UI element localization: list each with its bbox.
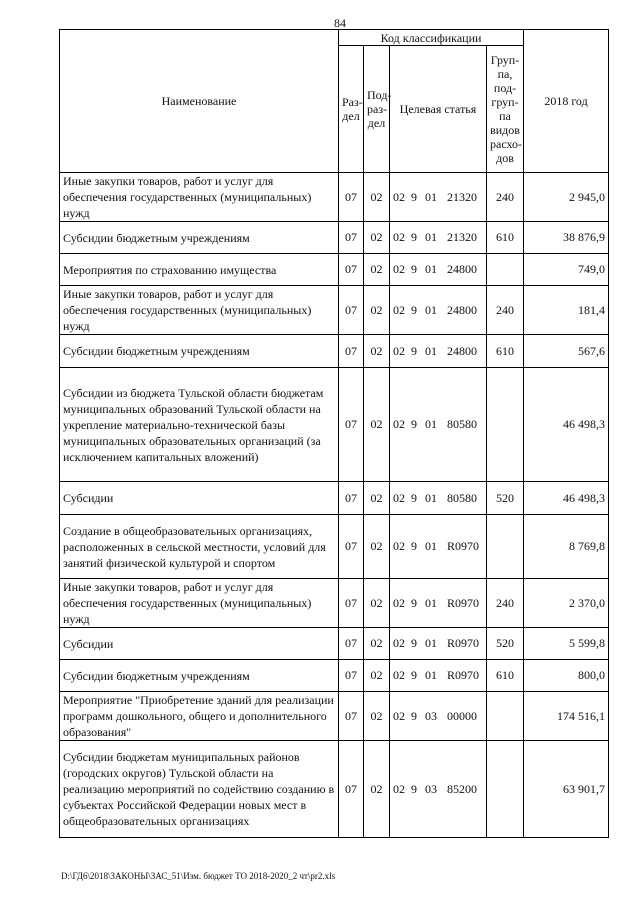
target-article-part: 9	[411, 781, 417, 796]
target-article-part: 03	[425, 708, 437, 723]
row-expense-group: 610	[487, 335, 524, 368]
row-section: 07	[339, 628, 364, 660]
target-article-part: 00000	[447, 708, 477, 723]
table-row	[60, 254, 609, 286]
target-article-part: 01	[425, 302, 437, 317]
target-article-part: 9	[411, 636, 417, 650]
row-target-article	[390, 173, 487, 222]
target-article-part: 02	[393, 417, 405, 431]
row-name: Субсидии	[60, 482, 339, 515]
row-subsection: 02	[364, 482, 390, 515]
target-article-part: 9	[411, 708, 417, 723]
row-target-article	[390, 222, 487, 254]
table-body	[60, 173, 609, 838]
target-article-part: 9	[411, 595, 417, 610]
target-article-part: R0970	[447, 636, 480, 650]
target-article-part: R0970	[447, 539, 480, 553]
row-subsection: 02	[364, 222, 390, 254]
row-amount: 38 876,9	[524, 222, 609, 254]
table-row	[60, 692, 609, 741]
target-article-part: 9	[411, 189, 417, 204]
target-article-part: R0970	[447, 595, 480, 610]
row-expense-group: 610	[487, 222, 524, 254]
row-amount: 567,6	[524, 335, 609, 368]
target-article-part: 9	[411, 417, 417, 431]
target-article-part: 24800	[447, 302, 477, 317]
table-row	[60, 660, 609, 692]
row-name: Субсидии из бюджета Тульской области бюджетам муниципальных образований Тульской области на укрепление материально-технической базы муниципальных образовательных организаций (за исключением капитальных вложений)	[60, 368, 339, 482]
row-subsection: 02	[364, 692, 390, 741]
row-expense-group	[487, 692, 524, 741]
target-article-part: 01	[425, 595, 437, 610]
header-subsection: Под-раз-дел	[364, 46, 390, 173]
row-subsection: 02	[364, 368, 390, 482]
row-section: 07	[339, 482, 364, 515]
budget-table	[59, 29, 609, 838]
table-row	[60, 628, 609, 660]
target-article-part: 80580	[447, 490, 477, 505]
target-article-part: 02	[393, 343, 405, 358]
target-article-part: 03	[425, 781, 437, 796]
target-article-part: 02	[393, 595, 405, 610]
row-subsection: 02	[364, 254, 390, 286]
row-section: 07	[339, 692, 364, 741]
row-target-article	[390, 368, 487, 482]
target-article-part: 01	[425, 189, 437, 204]
row-expense-group: 520	[487, 482, 524, 515]
row-name: Иные закупки товаров, работ и услуг для обеспечения государственных (муниципальных) нужд	[60, 286, 339, 335]
target-article-part: 01	[425, 343, 437, 358]
row-section: 07	[339, 222, 364, 254]
target-article-part: 9	[411, 302, 417, 317]
target-article-part: 02	[393, 189, 405, 204]
row-amount: 5 599,8	[524, 628, 609, 660]
row-subsection: 02	[364, 579, 390, 628]
target-article-part: 02	[393, 636, 405, 650]
row-target-article	[390, 741, 487, 838]
row-amount: 63 901,7	[524, 741, 609, 838]
row-section: 07	[339, 335, 364, 368]
row-name: Иные закупки товаров, работ и услуг для обеспечения государственных (муниципальных) нужд	[60, 173, 339, 222]
target-article-part: 01	[425, 539, 437, 553]
header-year: 2018 год	[524, 30, 609, 173]
row-amount: 46 498,3	[524, 368, 609, 482]
row-subsection: 02	[364, 660, 390, 692]
row-subsection: 02	[364, 286, 390, 335]
table-row	[60, 173, 609, 222]
row-target-article	[390, 692, 487, 741]
target-article-part: 9	[411, 668, 417, 682]
target-article-part: 02	[393, 230, 405, 244]
row-target-article	[390, 660, 487, 692]
table-row	[60, 515, 609, 579]
target-article-part: 02	[393, 668, 405, 682]
header-section: Раз-дел	[339, 46, 364, 173]
target-article-part: 9	[411, 490, 417, 505]
row-name: Субсидии бюджетным учреждениям	[60, 660, 339, 692]
target-article-part: 01	[425, 417, 437, 431]
row-amount: 8 769,8	[524, 515, 609, 579]
header-classification: Код классификации	[339, 30, 524, 46]
row-amount: 174 516,1	[524, 692, 609, 741]
target-article-part: 02	[393, 539, 405, 553]
row-subsection: 02	[364, 515, 390, 579]
row-target-article	[390, 254, 487, 286]
row-amount: 181,4	[524, 286, 609, 335]
row-section: 07	[339, 741, 364, 838]
row-section: 07	[339, 173, 364, 222]
target-article-part: R0970	[447, 668, 480, 682]
row-target-article	[390, 482, 487, 515]
target-article-part: 02	[393, 302, 405, 317]
target-article-part: 01	[425, 262, 437, 276]
row-expense-group: 520	[487, 628, 524, 660]
target-article-part: 9	[411, 262, 417, 276]
page-number: 84	[334, 16, 346, 30]
target-article-part: 21320	[447, 189, 477, 204]
row-target-article	[390, 579, 487, 628]
row-target-article	[390, 286, 487, 335]
target-article-part: 9	[411, 539, 417, 553]
row-target-article	[390, 628, 487, 660]
target-article-part: 9	[411, 230, 417, 244]
target-article-part: 24800	[447, 343, 477, 358]
row-name: Субсидии бюджетным учреждениям	[60, 335, 339, 368]
target-article-part: 01	[425, 490, 437, 505]
row-name: Субсидии	[60, 628, 339, 660]
row-name: Субсидии бюджетам муниципальных районов (городских округов) Тульской области на реализацию мероприятий по содействию созданию в субъектах Российской Федерации новых мест в общеобразовательных организациях	[60, 741, 339, 838]
row-expense-group: 240	[487, 579, 524, 628]
row-name: Создание в общеобразовательных организациях, расположенных в сельской местности, условий для занятий физической культурой и спортом	[60, 515, 339, 579]
row-subsection: 02	[364, 741, 390, 838]
row-expense-group	[487, 515, 524, 579]
row-name: Мероприятие "Приобретение зданий для реализации программ дошкольного, общего и дополнительного образования"	[60, 692, 339, 741]
row-amount: 2 370,0	[524, 579, 609, 628]
row-section: 07	[339, 660, 364, 692]
row-subsection: 02	[364, 628, 390, 660]
target-article-part: 02	[393, 781, 405, 796]
row-section: 07	[339, 286, 364, 335]
row-name: Субсидии бюджетным учреждениям	[60, 222, 339, 254]
row-expense-group: 240	[487, 286, 524, 335]
table-row	[60, 335, 609, 368]
target-article-part: 80580	[447, 417, 477, 431]
target-article-part: 21320	[447, 230, 477, 244]
header-name: Наименование	[60, 30, 339, 173]
row-name: Иные закупки товаров, работ и услуг для обеспечения государственных (муниципальных) нужд	[60, 579, 339, 628]
header-expense-group: Груп-па, под-груп-па видов расхо-дов	[487, 46, 524, 173]
row-section: 07	[339, 579, 364, 628]
table-row	[60, 368, 609, 482]
target-article-part: 01	[425, 230, 437, 244]
target-article-part: 02	[393, 708, 405, 723]
row-expense-group: 610	[487, 660, 524, 692]
row-amount: 2 945,0	[524, 173, 609, 222]
row-expense-group	[487, 254, 524, 286]
target-article-part: 01	[425, 636, 437, 650]
row-target-article	[390, 335, 487, 368]
row-amount: 800,0	[524, 660, 609, 692]
row-section: 07	[339, 515, 364, 579]
target-article-part: 24800	[447, 262, 477, 276]
target-article-part: 02	[393, 262, 405, 276]
target-article-part: 9	[411, 343, 417, 358]
table-row	[60, 741, 609, 838]
row-expense-group: 240	[487, 173, 524, 222]
target-article-part: 01	[425, 668, 437, 682]
target-article-part: 85200	[447, 781, 477, 796]
row-expense-group	[487, 368, 524, 482]
row-expense-group	[487, 741, 524, 838]
table-row	[60, 222, 609, 254]
header-target-article: Целевая статья	[390, 46, 487, 173]
row-subsection: 02	[364, 335, 390, 368]
row-name: Мероприятия по страхованию имущества	[60, 254, 339, 286]
target-article-part: 02	[393, 490, 405, 505]
row-section: 07	[339, 368, 364, 482]
table-row	[60, 579, 609, 628]
row-amount: 749,0	[524, 254, 609, 286]
table-row	[60, 482, 609, 515]
row-subsection: 02	[364, 173, 390, 222]
file-path-footer: D:\ГД6\2018\ЗАКОНЫ\ЗАС_51\Изм. бюджет ТО 2018-2020_2 чт\pr2.xls	[61, 871, 336, 881]
row-target-article	[390, 515, 487, 579]
row-section: 07	[339, 254, 364, 286]
table-row	[60, 286, 609, 335]
row-amount: 46 498,3	[524, 482, 609, 515]
